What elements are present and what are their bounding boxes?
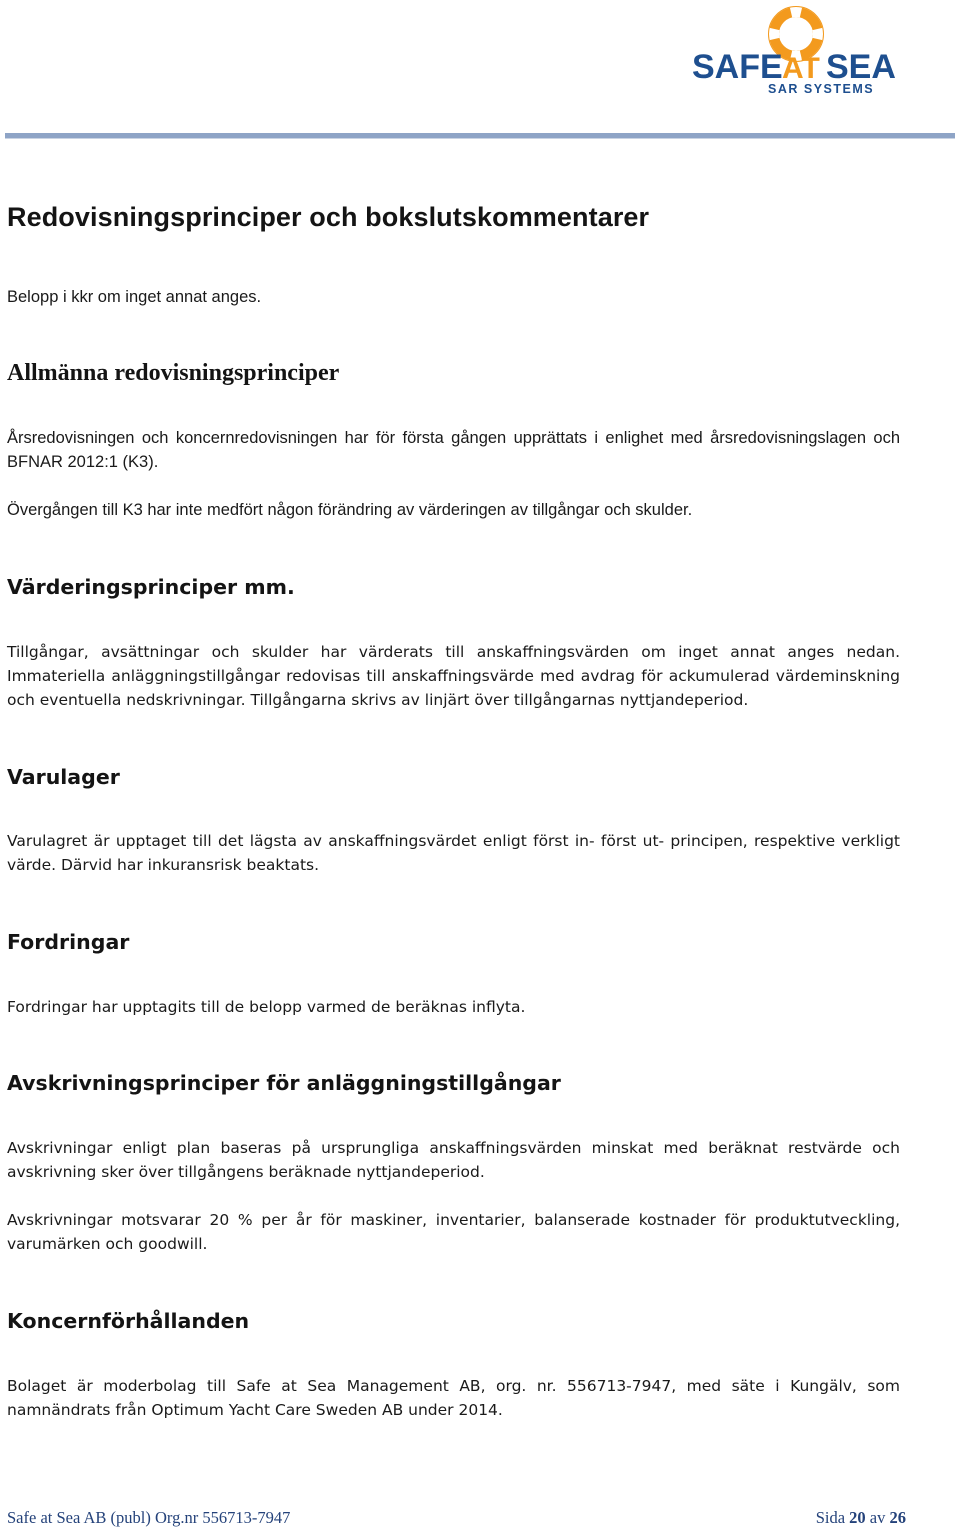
heading-varulager: Varulager: [7, 765, 120, 789]
page-word: Sida: [815, 1508, 846, 1527]
paragraph-varulager: Varulagret är upptaget till det lägsta av anskaffningsvärdet enligt först in- först ut- principen, respektive verkligt värde. Därvid har inkuransrisk beaktats.: [7, 832, 900, 874]
document-title: Redovisningsprinciper och bokslutskommentarer: [7, 202, 650, 232]
paragraph-allmanna-2: Övergången till K3 har inte medfört någon förändring av värderingen av tillgångar och skulder.: [7, 501, 693, 519]
paragraph-koncern: Bolaget är moderbolag till Safe at Sea Management AB, org. nr. 556713-7947, med säte i Kungälv, som namnändrats från Optimum Yacht Care Sweden AB under 2014.: [7, 1377, 900, 1419]
logo-tagline: SAR SYSTEMS: [768, 82, 875, 96]
heading-allmanna-redovisningsprinciper: Allmänna redovisningsprinciper: [7, 360, 340, 386]
heading-koncernforhallanden: Koncernförhållanden: [7, 1309, 250, 1333]
company-logo: [686, 4, 908, 96]
paragraph-varderingsprinciper: Tillgångar, avsättningar och skulder har värderats till anskaffningsvärden om inget annat anges nedan. Immateriella anläggningstillgångar redovisas till anskaffningsvärde med avdrag för ackumulerad värdeminskning och eventuella nedskrivningar. Tillgångarna skrivs av linjärt över tillgångarnas nyttjandeperiod.: [7, 643, 900, 709]
paragraph-avskrivning-1: Avskrivningar enligt plan baseras på ursprungliga anskaffningsvärden minskat med beräknat restvärde och avskrivning sker över tillgångens beräknade nyttjandeperiod.: [7, 1139, 900, 1181]
footer-page-number: [816, 1508, 906, 1528]
header-divider: [5, 133, 955, 139]
page-of: av: [869, 1508, 886, 1527]
safe-at-sea-logo-icon: [686, 4, 908, 96]
heading-fordringar: Fordringar: [7, 930, 130, 954]
heading-avskrivningsprinciper: Avskrivningsprinciper för anläggningstillgångar: [7, 1071, 561, 1095]
logo-wordmark-safe: SAFE: [692, 48, 783, 86]
paragraph-avskrivning-2: Avskrivningar motsvarar 20 % per år för maskiner, inventarier, balanserade kostnader för produktutveckling, varumärken och goodwill.: [7, 1211, 900, 1253]
amount-note: Belopp i kkr om inget annat anges.: [7, 288, 262, 306]
page-total: 26: [889, 1508, 906, 1527]
paragraph-fordringar: Fordringar har upptagits till de belopp varmed de beräknas inflyta.: [7, 998, 526, 1016]
heading-varderingsprinciper: Värderingsprinciper mm.: [7, 575, 295, 599]
logo-wordmark-sea: SEA: [826, 48, 896, 86]
footer-company-info: Safe at Sea AB (publ) Org.nr 556713-7947: [7, 1508, 291, 1527]
logo-wordmark-at: AT: [782, 52, 820, 85]
paragraph-allmanna-1: Årsredovisningen och koncernredovisningen har för första gången upprättats i enlighet med årsredovisningslagen och BFNAR 2012:1 (K3).: [7, 429, 900, 471]
page-current: 20: [849, 1508, 866, 1527]
